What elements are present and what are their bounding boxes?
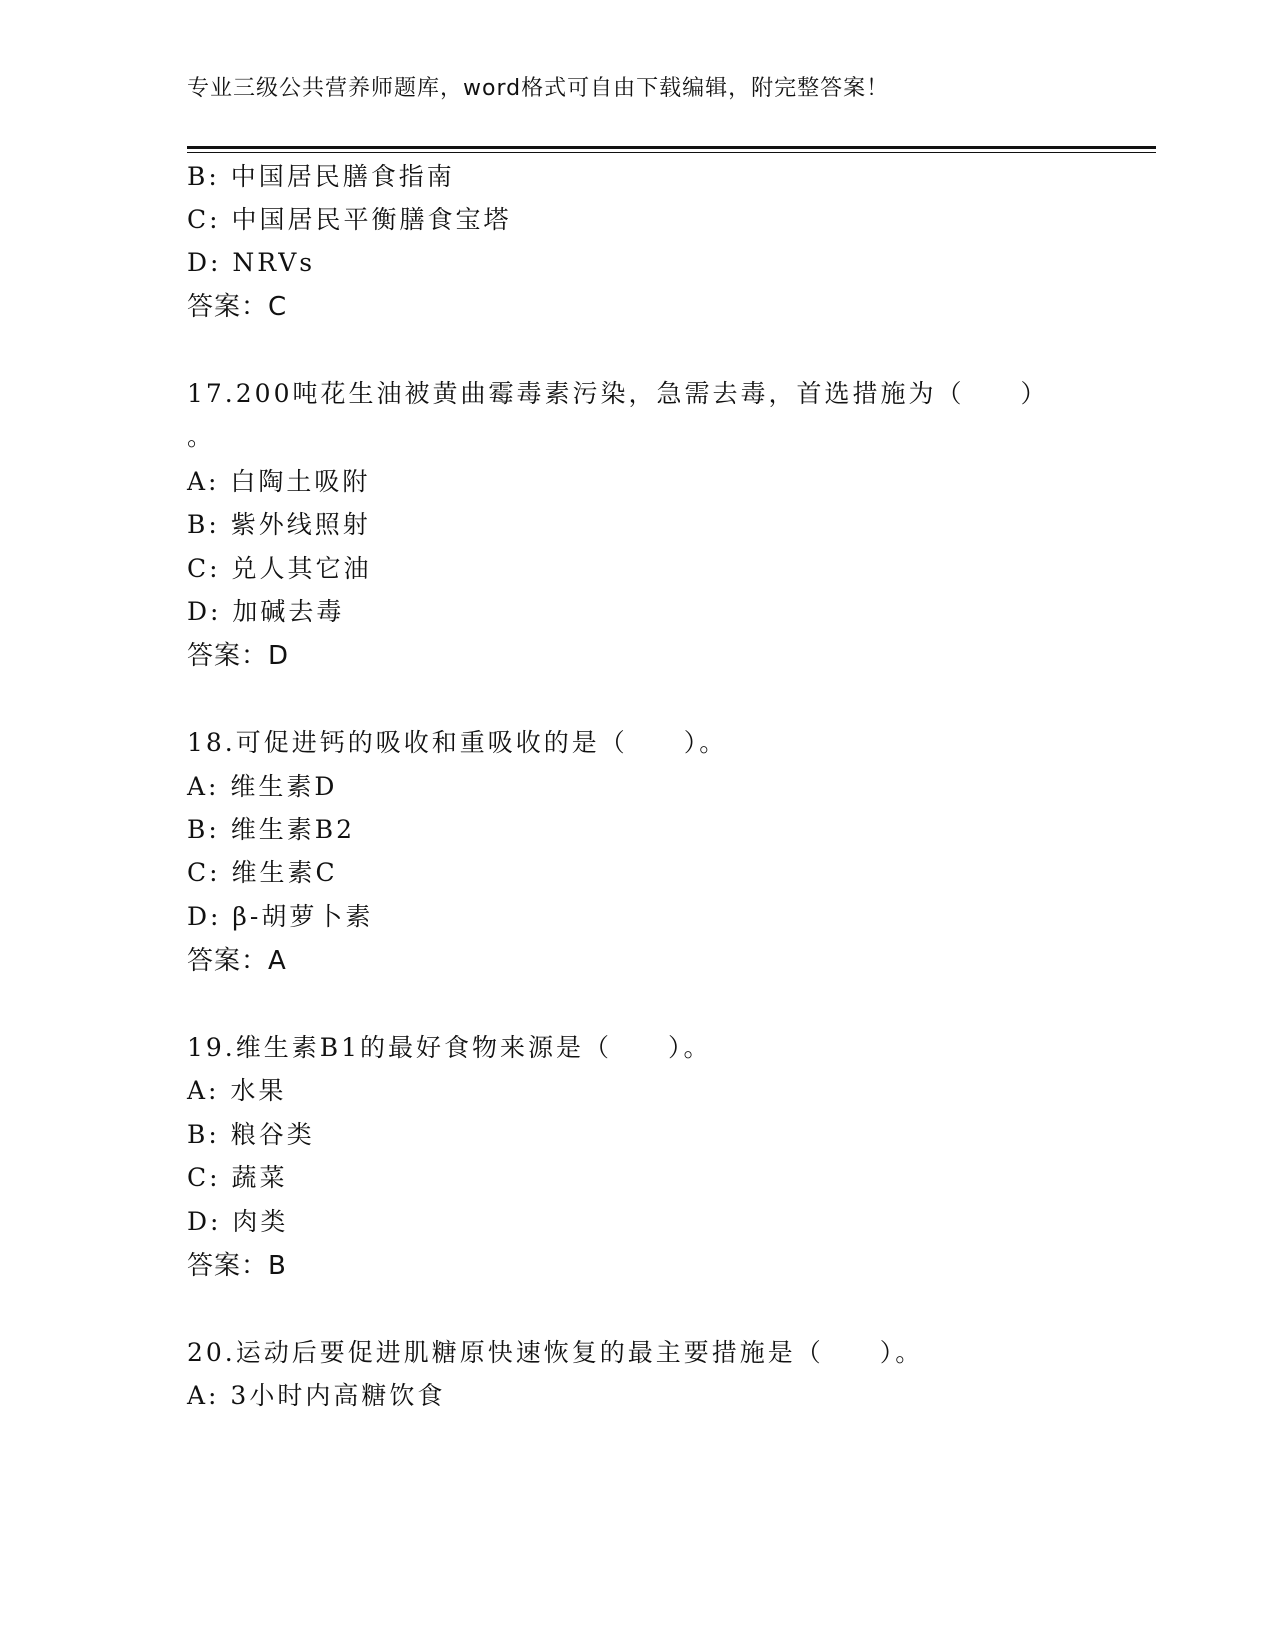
q19-option-a: A: 水果 <box>187 1076 287 1105</box>
q16-option-b: B: 中国居民膳食指南 <box>187 162 455 191</box>
header-rule-thin <box>187 152 1156 153</box>
q19-answer: 答案：B <box>187 1251 287 1281</box>
q19-option-d: D: 肉类 <box>187 1207 289 1236</box>
q18-option-c: C: 维生素C <box>187 858 338 887</box>
q16-option-c: C: 中国居民平衡膳食宝塔 <box>187 205 512 234</box>
q17-option-d: D: 加碱去毒 <box>187 597 345 626</box>
q19-option-c: C: 蔬菜 <box>187 1163 288 1192</box>
q16-answer: 答案：C <box>187 292 288 322</box>
q16-option-d: D: NRVs <box>187 248 316 277</box>
q17-stem-tail: 。 <box>187 422 216 451</box>
q18-option-a: A: 维生素D <box>187 772 338 801</box>
q17-option-a: A: 白陶土吸附 <box>187 467 371 496</box>
q17-option-b: B: 紫外线照射 <box>187 510 371 539</box>
q17-option-c: C: 兑人其它油 <box>187 554 372 583</box>
q18-option-b: B: 维生素B2 <box>187 815 356 844</box>
q17-stem: 17.200吨花生油被黄曲霉毒素污染，急需去毒，首选措施为（ ） <box>187 379 1049 408</box>
header-rule-thick <box>187 146 1156 149</box>
q20-stem: 20.运动后要促进肌糖原快速恢复的最主要措施是（ ）。 <box>187 1338 924 1367</box>
page-header: 专业三级公共营养师题库，word格式可自由下载编辑，附完整答案！ <box>187 76 890 101</box>
q18-option-d: D: β-胡萝卜素 <box>187 902 374 931</box>
q19-option-b: B: 粮谷类 <box>187 1120 315 1149</box>
q18-answer: 答案：A <box>187 946 287 976</box>
q20-option-a: A: 3小时内高糖饮食 <box>187 1381 446 1410</box>
q18-stem: 18.可促进钙的吸收和重吸收的是（ ）。 <box>187 728 728 757</box>
q17-answer: 答案：D <box>187 641 290 671</box>
q19-stem: 19.维生素B1的最好食物来源是（ ）。 <box>187 1033 712 1062</box>
